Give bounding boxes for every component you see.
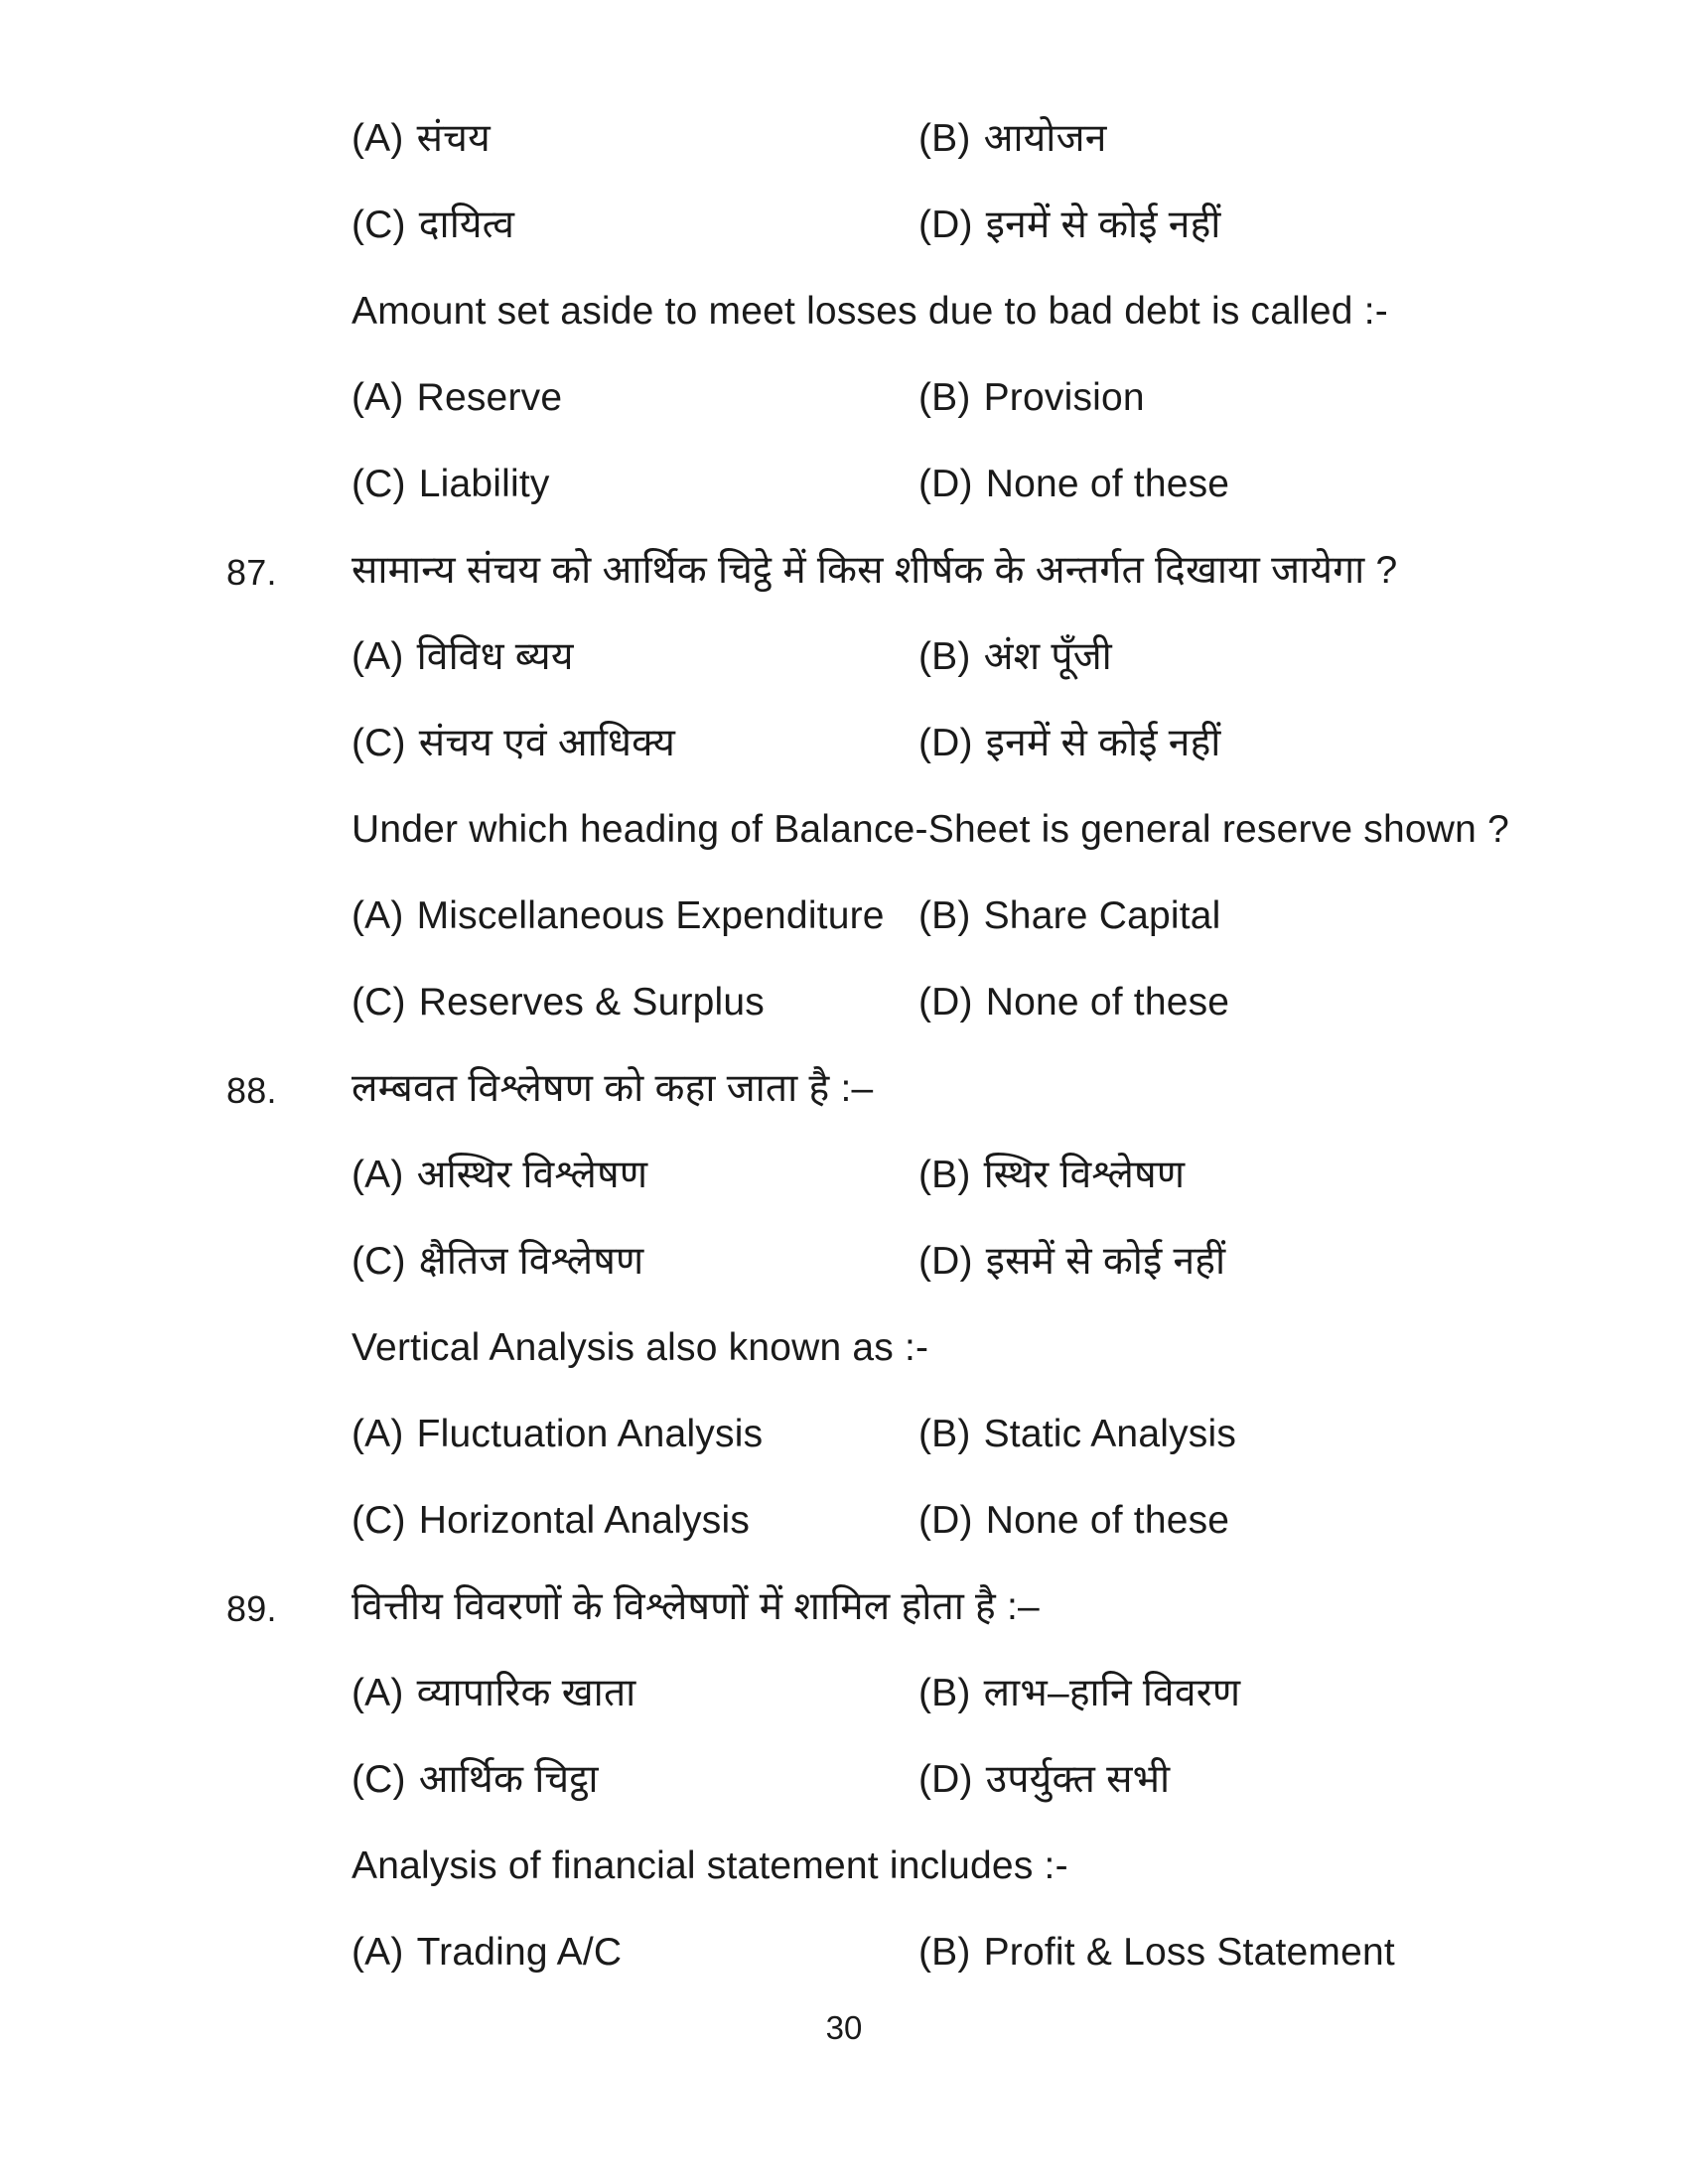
option-text: Trading A/C — [416, 1931, 623, 1974]
option — [918, 205, 1628, 245]
option — [352, 1415, 918, 1454]
option-label: (C) — [352, 722, 406, 764]
option-row — [0, 465, 1688, 504]
option — [918, 637, 1628, 677]
option — [352, 1156, 918, 1195]
option — [352, 1674, 918, 1713]
option-label: (C) — [352, 1758, 406, 1801]
option-label: (C) — [352, 463, 406, 505]
question-number: 87. — [226, 552, 277, 593]
option-text: अंश पूँजी — [983, 635, 1112, 678]
option-row — [0, 1242, 1688, 1282]
option-row — [0, 896, 1688, 936]
option-text: व्यापारिक खाता — [416, 1672, 636, 1714]
option-text: उपर्युक्त सभी — [985, 1758, 1171, 1801]
option-label: (B) — [918, 1672, 971, 1714]
option-text: Horizontal Analysis — [418, 1499, 751, 1542]
option-label: (A) — [352, 894, 404, 937]
option-text: आर्थिक चिट्ठा — [418, 1758, 599, 1801]
option — [918, 896, 1628, 936]
option — [918, 1760, 1628, 1800]
question-text-english: Amount set aside to meet losses due to bad debt is called :- — [352, 290, 1388, 333]
option-text: Fluctuation Analysis — [416, 1413, 764, 1455]
option-row — [0, 1933, 1688, 1973]
option-text: लाभ–हानि विवरण — [983, 1672, 1241, 1714]
option-text: None of these — [985, 463, 1230, 505]
option — [352, 1760, 918, 1800]
option-row — [0, 1760, 1688, 1800]
option — [352, 465, 918, 504]
option — [918, 1674, 1628, 1713]
question-row-english — [0, 292, 1688, 332]
question-row-english — [0, 1328, 1688, 1368]
option — [352, 896, 918, 936]
option-label: (B) — [918, 894, 971, 937]
option — [352, 378, 918, 418]
option-text: None of these — [985, 981, 1230, 1024]
option — [918, 119, 1628, 159]
option-label: (B) — [918, 117, 971, 160]
option-text: क्षैतिज विश्लेषण — [418, 1240, 644, 1283]
option-row — [0, 724, 1688, 763]
option-label: (A) — [352, 117, 404, 160]
option-row — [0, 983, 1688, 1023]
option-text: इनमें से कोई नहीं — [985, 722, 1221, 764]
question-row-hindi — [0, 1587, 1688, 1627]
option-label: (B) — [918, 1154, 971, 1196]
option — [918, 465, 1628, 504]
question-row-hindi — [0, 1069, 1688, 1109]
option-text: आयोजन — [983, 117, 1107, 160]
question-text-hindi: लम्बवत विश्लेषण को कहा जाता है :– — [352, 1067, 874, 1110]
option-row — [0, 378, 1688, 418]
option-text: Profit & Loss Statement — [983, 1931, 1395, 1974]
question-text-english: Vertical Analysis also known as :- — [352, 1326, 929, 1369]
option-label: (A) — [352, 1154, 404, 1196]
option — [352, 205, 918, 245]
option-text: अस्थिर विश्लेषण — [416, 1154, 648, 1196]
option — [918, 724, 1628, 763]
option-text: Static Analysis — [983, 1413, 1237, 1455]
option-row — [0, 1501, 1688, 1541]
option-text: Reserves & Surplus — [418, 981, 765, 1024]
question-number: 89. — [226, 1588, 277, 1629]
question-text-hindi: वित्तीय विवरणों के विश्लेषणों में शामिल होता है :– — [352, 1585, 1040, 1628]
option — [352, 1242, 918, 1282]
option — [918, 1415, 1628, 1454]
option-label: (B) — [918, 635, 971, 678]
option-label: (D) — [918, 1758, 973, 1801]
option-text: Reserve — [416, 376, 563, 419]
option-label: (C) — [352, 1499, 406, 1542]
option-row — [0, 1415, 1688, 1454]
question-text-english: Under which heading of Balance-Sheet is general reserve shown ? — [352, 808, 1509, 851]
option-label: (A) — [352, 1931, 404, 1974]
option — [918, 983, 1628, 1023]
option — [918, 378, 1628, 418]
option — [352, 119, 918, 159]
option — [918, 1156, 1628, 1195]
option-label: (D) — [918, 463, 973, 505]
option-label: (B) — [918, 376, 971, 419]
option-label: (C) — [352, 1240, 406, 1283]
option — [352, 983, 918, 1023]
option-row — [0, 119, 1688, 159]
option-label: (A) — [352, 1672, 404, 1714]
question-row-english — [0, 810, 1688, 850]
option-text: दायित्व — [418, 204, 515, 246]
option-text: विविध ब्यय — [416, 635, 574, 678]
option-label: (B) — [918, 1413, 971, 1455]
question-text-hindi: सामान्य संचय को आर्थिक चिट्ठे में किस शीर्षक के अन्तर्गत दिखाया जायेगा ? — [352, 549, 1398, 592]
option-text: संचय एवं आधिक्य — [418, 722, 676, 764]
option-text: स्थिर विश्लेषण — [983, 1154, 1186, 1196]
question-text-english: Analysis of financial statement includes :- — [352, 1844, 1068, 1887]
option-label: (D) — [918, 1499, 973, 1542]
option-row — [0, 205, 1688, 245]
option-text: Share Capital — [983, 894, 1221, 937]
page-number: 30 — [825, 2009, 863, 2046]
option — [918, 1933, 1628, 1973]
option-text: इनमें से कोई नहीं — [985, 204, 1221, 246]
option-row — [0, 1674, 1688, 1713]
option-label: (C) — [352, 981, 406, 1024]
option — [352, 724, 918, 763]
option-label: (A) — [352, 635, 404, 678]
option — [352, 1933, 918, 1973]
option-label: (B) — [918, 1931, 971, 1974]
option — [918, 1501, 1628, 1541]
option-label: (A) — [352, 376, 404, 419]
option-label: (D) — [918, 1240, 973, 1283]
option-text: None of these — [985, 1499, 1230, 1542]
option-text: Miscellaneous Expenditure — [416, 894, 885, 937]
option-text: इसमें से कोई नहीं — [985, 1240, 1226, 1283]
question-row-hindi — [0, 551, 1688, 591]
question-row-english — [0, 1846, 1688, 1886]
option-text: संचय — [416, 117, 491, 160]
option-label: (D) — [918, 722, 973, 764]
option — [918, 1242, 1628, 1282]
option-label: (A) — [352, 1413, 404, 1455]
option-text: Liability — [418, 463, 550, 505]
option-label: (C) — [352, 204, 406, 246]
option-row — [0, 637, 1688, 677]
option-label: (D) — [918, 204, 973, 246]
option — [352, 637, 918, 677]
option-text: Provision — [983, 376, 1145, 419]
option-row — [0, 1156, 1688, 1195]
option — [352, 1501, 918, 1541]
question-number: 88. — [226, 1070, 277, 1111]
option-label: (D) — [918, 981, 973, 1024]
